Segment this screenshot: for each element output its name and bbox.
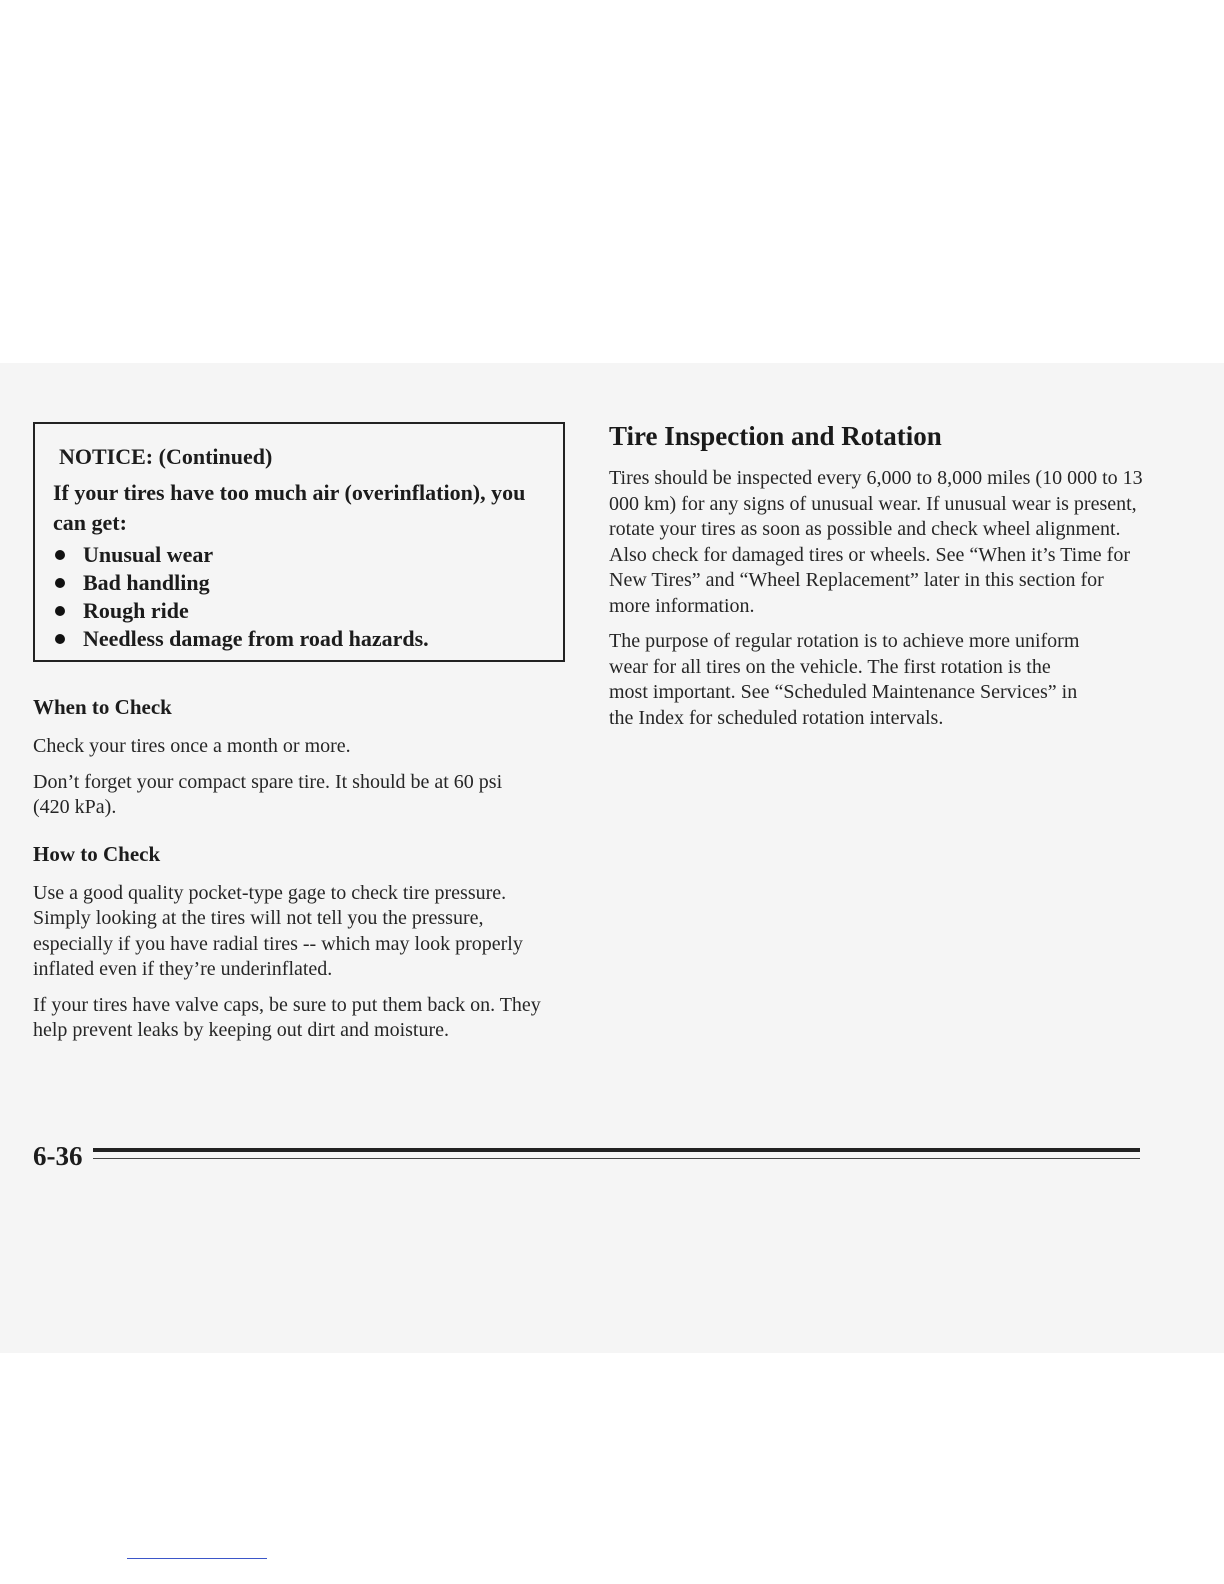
how-to-check-paragraph: If your tires have valve caps, be sure to put them back on. They help prevent leaks by keeping out dirt and moisture. — [33, 993, 541, 1041]
footer-rule-thin — [93, 1158, 1140, 1159]
tire-inspection-heading: Tire Inspection and Rotation — [609, 421, 942, 451]
when-to-check-paragraph: Check your tires once a month or more. — [33, 735, 351, 757]
tire-inspection-paragraph: Tires should be inspected every 6,000 to 8,000 miles (10 000 to 13 000 km) for any signs of unusual wear. If unusual wear is present, rotate your tires as soon as possible and check wheel alignment. Also check for damaged tires or wheels. See “When it’s Time for New Tires” and “Wheel Replacement” later in this section for more information. — [609, 467, 1143, 617]
notice-box — [33, 422, 565, 662]
decorative-line — [127, 1558, 267, 1559]
bullet-icon — [55, 634, 65, 644]
list-item: Needless damage from road hazards. — [53, 625, 429, 653]
how-to-check-paragraph: Use a good quality pocket-type gage to check tire pressure. Simply looking at the tires will not tell you the pressure, especially if you have radial tires -- which may look properly inflated even if they’re underinflated. — [33, 881, 523, 980]
list-item: Bad handling — [53, 569, 429, 597]
tire-inspection-paragraph: The purpose of regular rotation is to achieve more uniform wear for all tires on the vehicle. The first rotation is the most important. See “Scheduled Maintenance Services” in the Index for scheduled rotation intervals. — [609, 630, 1080, 729]
bullet-icon — [55, 606, 65, 616]
footer-rule-thick — [93, 1148, 1140, 1152]
list-item: Rough ride — [53, 597, 429, 625]
when-to-check-paragraph: Don’t forget your compact spare tire. It should be at 60 psi (420 kPa). — [33, 770, 503, 818]
when-to-check-heading: When to Check — [33, 695, 172, 719]
notice-intro: If your tires have too much air (overinflation), you can get: — [53, 480, 526, 535]
notice-list — [53, 541, 429, 653]
left-column — [33, 692, 568, 1054]
right-column — [609, 418, 1149, 741]
bullet-icon — [55, 578, 65, 588]
list-item: Unusual wear — [53, 541, 429, 569]
footer-rule — [93, 1148, 1140, 1162]
bullet-icon — [55, 550, 65, 560]
page-number: 6-36 — [33, 1141, 83, 1171]
how-to-check-heading: How to Check — [33, 841, 161, 866]
notice-title: NOTICE: (Continued) — [59, 444, 273, 469]
